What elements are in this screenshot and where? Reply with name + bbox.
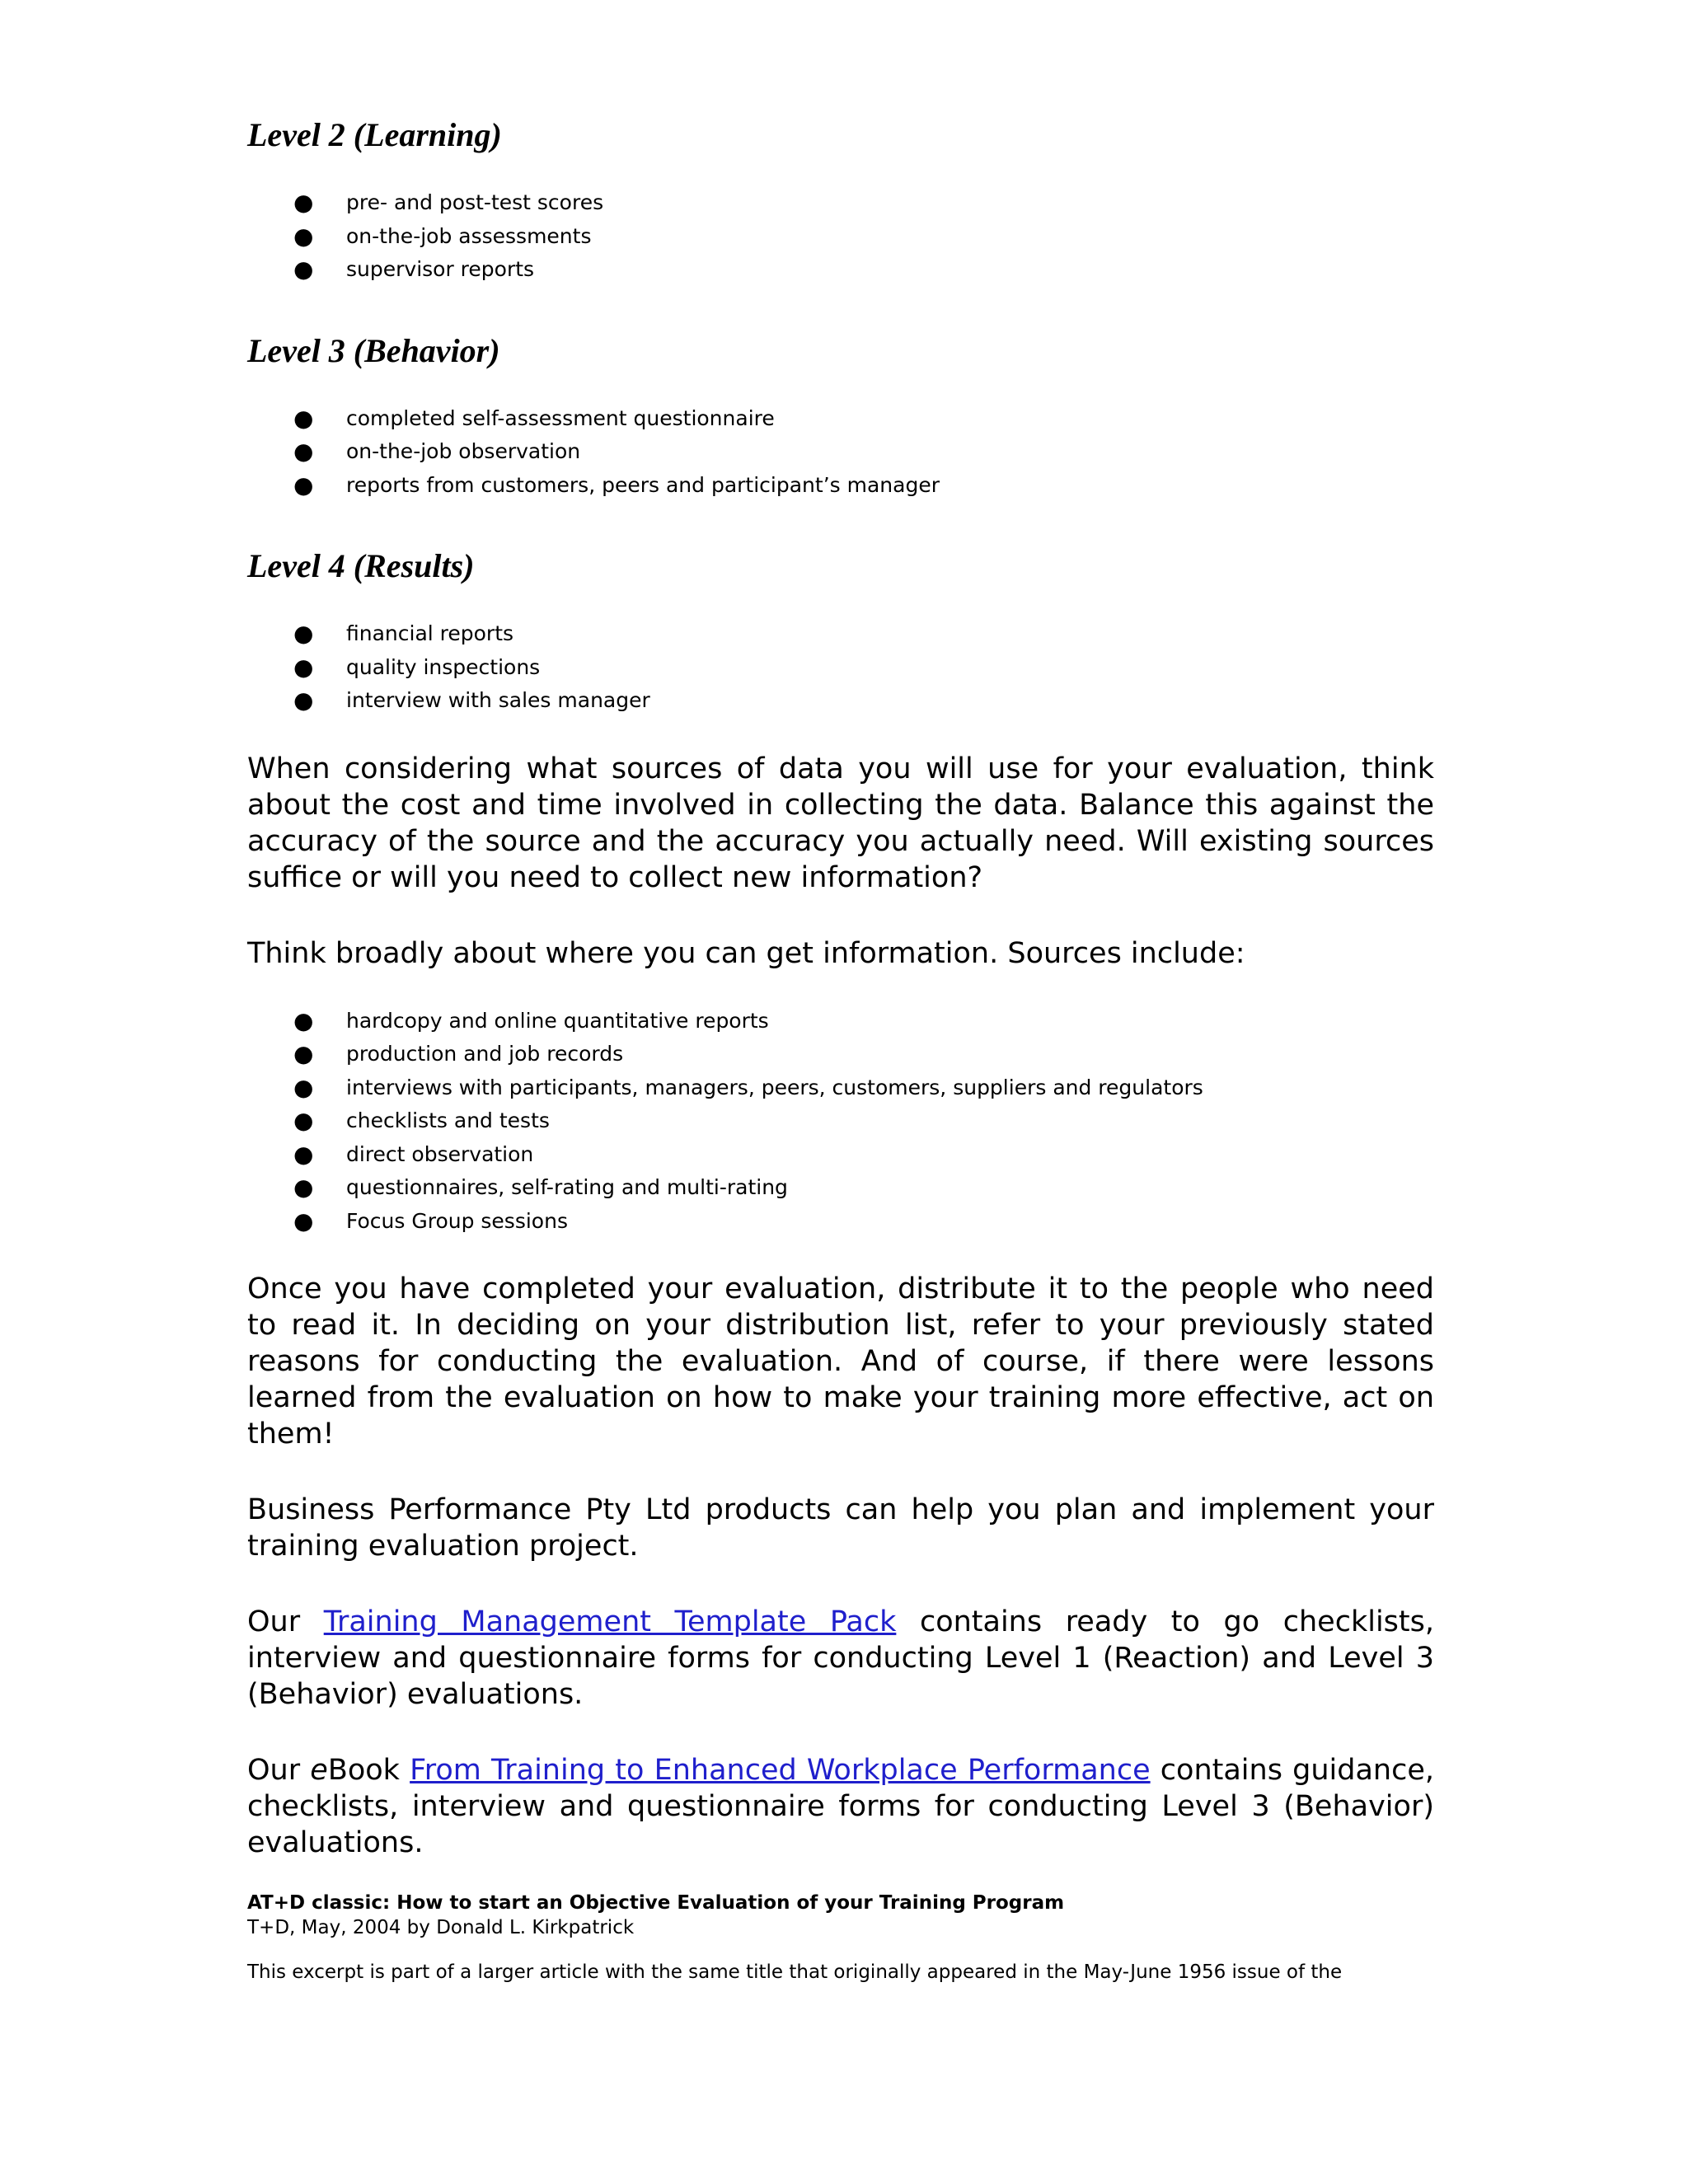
list-item: ● financial reports (247, 617, 1434, 651)
bullet-icon: ● (293, 1073, 314, 1101)
template-pack-link[interactable]: Training Management Template Pack (323, 1605, 897, 1638)
list-item: ● on-the-job observation (247, 435, 1434, 469)
ebook-link[interactable]: From Training to Enhanced Workplace Performance (410, 1754, 1151, 1787)
paragraph-template-pack: Our Training Management Template Pack contains ready to go checklists, interview and questionnaire forms for conducting Level 1 (Reaction) and Level 3 (Behavior) evaluations. (247, 1605, 1434, 1711)
list-item: ● interviews with participants, managers, peers, customers, suppliers and regulators (247, 1071, 1434, 1105)
sources-list (247, 1005, 1434, 1239)
bullet-icon: ● (293, 438, 314, 465)
bullet-icon: ● (293, 255, 314, 283)
list-item: ● direct observation (247, 1138, 1434, 1172)
paragraph-think-broadly: Think broadly about where you can get information. Sources include: (247, 936, 1245, 970)
list-item: ● supervisor reports (247, 253, 1434, 287)
list-item: ● checklists and tests (247, 1104, 1434, 1138)
list-item: ● on-the-job assessments (247, 220, 1434, 254)
bullet-icon: ● (293, 1174, 314, 1201)
bullet-icon: ● (293, 1207, 314, 1235)
list-item: ● pre- and post-test scores (247, 186, 1434, 220)
bullet-icon: ● (293, 404, 314, 432)
level2-list (247, 186, 1434, 287)
document-page (247, 115, 1434, 1985)
bullet-icon: ● (293, 653, 314, 681)
bullet-icon: ● (293, 687, 314, 714)
bullet-icon: ● (293, 189, 314, 216)
list-item: ● completed self-assessment questionnaire (247, 402, 1434, 436)
list-item: ● production and job records (247, 1038, 1434, 1071)
bullet-icon: ● (293, 1040, 314, 1067)
source-title: AT+D classic: How to start an Objective Evaluation of your Training Program (247, 1892, 1065, 1914)
paragraph-ebook: Our eBook From Training to Enhanced Workplace Performance contains guidance, checklists, interview and questionnaire forms for conducting Level 3 (Behavior) evaluations. (247, 1754, 1434, 1859)
bullet-icon: ● (293, 1006, 314, 1034)
list-item: ● interview with sales manager (247, 684, 1434, 718)
source-byline: T+D, May, 2004 by Donald L. Kirkpatrick (247, 1917, 635, 1938)
list-item: ● hardcopy and online quantitative reports (247, 1005, 1434, 1038)
list-item: ● questionnaires, self-rating and multi-rating (247, 1171, 1434, 1205)
list-item: ● Focus Group sessions (247, 1205, 1434, 1239)
level4-heading: Level 4 (Results) (247, 547, 475, 584)
bullet-icon: ● (293, 1107, 314, 1134)
bullet-icon: ● (293, 620, 314, 647)
level4-list (247, 617, 1434, 718)
paragraph-business-performance: Business Performance Pty Ltd products can help you plan and implement your training evaluation project. (247, 1493, 1434, 1563)
bullet-icon: ● (293, 222, 314, 250)
list-item: ● reports from customers, peers and participant’s manager (247, 469, 1434, 503)
level3-list (247, 402, 1434, 503)
list-item: ● quality inspections (247, 651, 1434, 685)
paragraph-distribute: Once you have completed your evaluation, distribute it to the people who need to read it. In deciding on your distribution list, refer to your previously stated reasons for conducting the evaluation. And of course, if there were lessons learned from the evaluation on how to make your training more effective, act on them! (247, 1272, 1434, 1451)
paragraph-data-sources: When considering what sources of data you will use for your evaluation, think about the cost and time involved in collecting the data. Balance this against the accuracy of the source and the accuracy you actually need. Will existing sources suffice or will you need to collect new information? (247, 752, 1434, 894)
source-excerpt-note: This excerpt is part of a larger article with the same title that originally appeared in the May-June 1956 issue of the (247, 1961, 1343, 1983)
bullet-icon: ● (293, 471, 314, 499)
level2-heading: Level 2 (Learning) (247, 116, 502, 153)
level3-heading: Level 3 (Behavior) (247, 331, 500, 369)
bullet-icon: ● (293, 1140, 314, 1168)
